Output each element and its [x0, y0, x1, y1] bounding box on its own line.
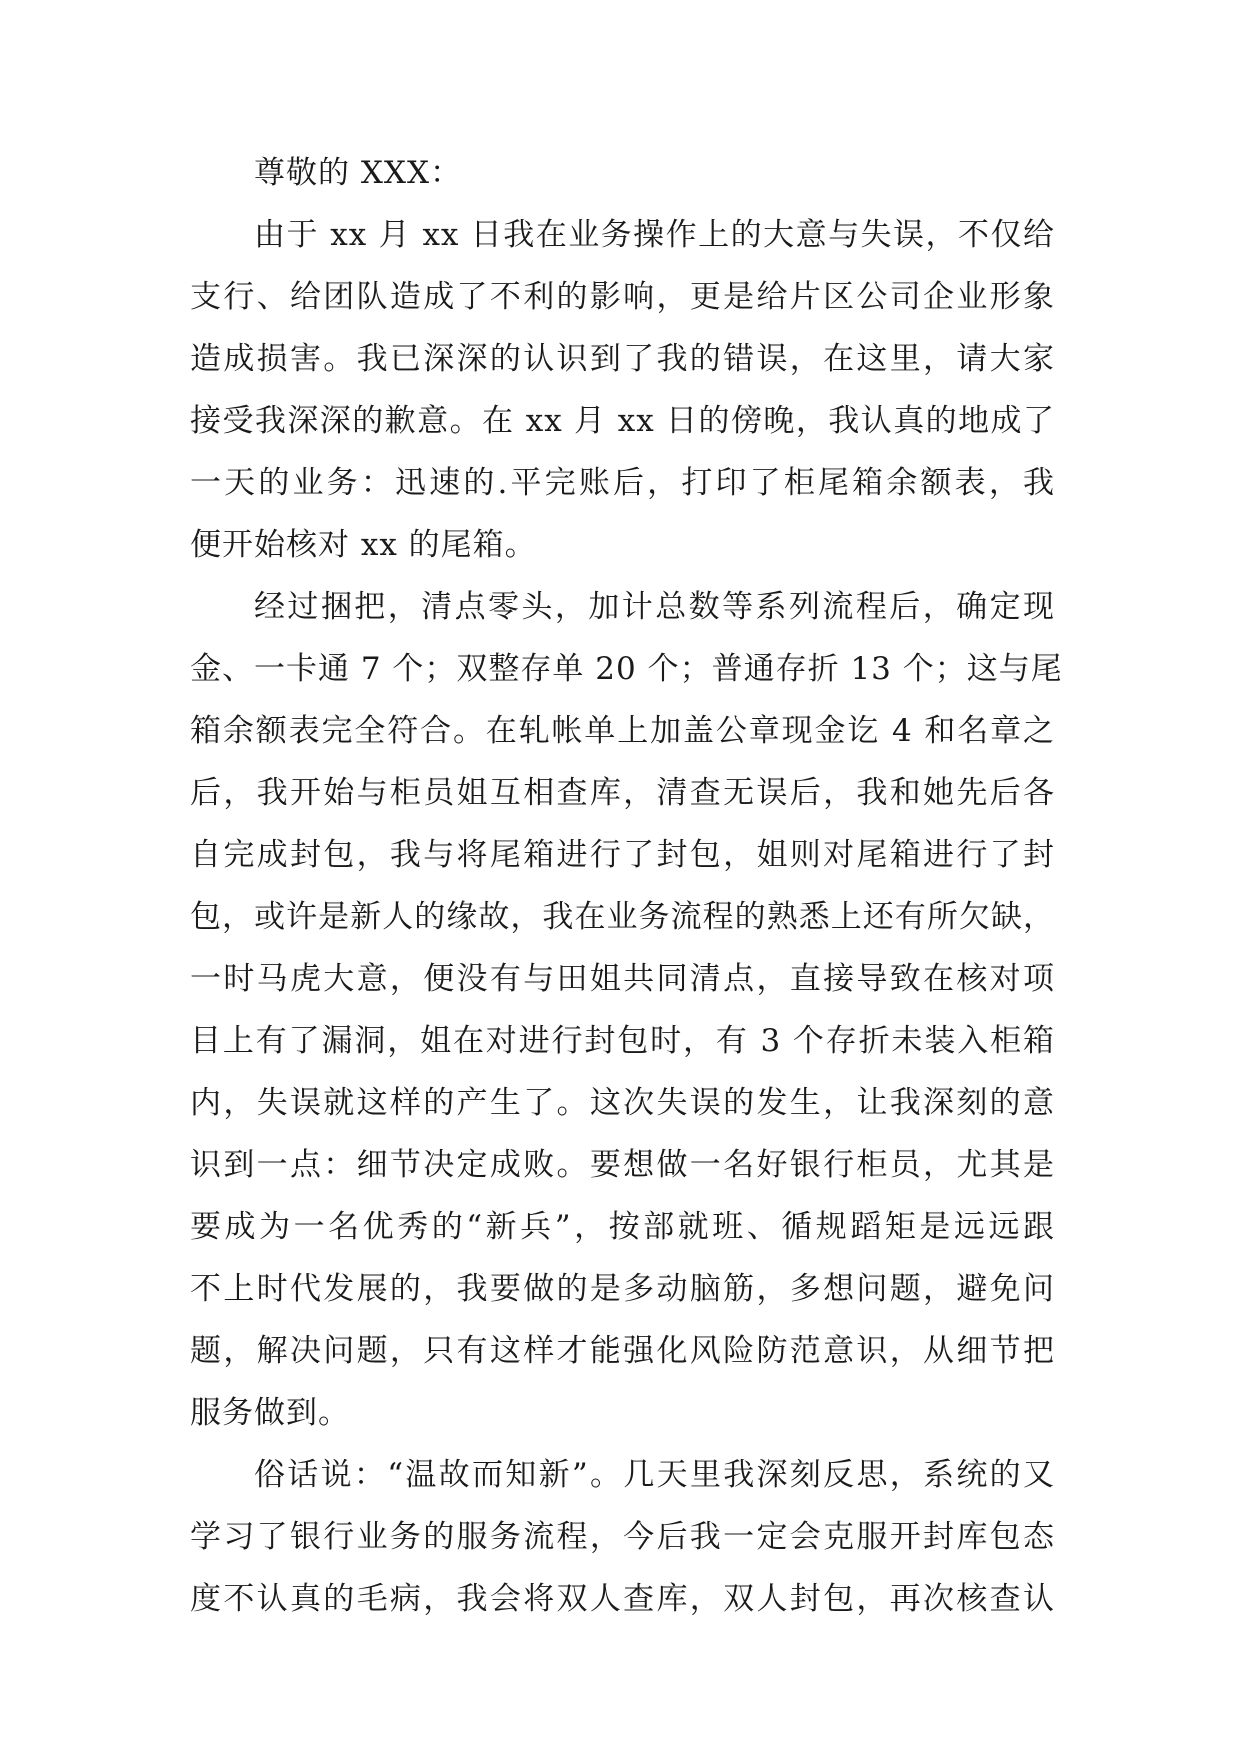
- paragraph-line: 题，解决问题，只有这样才能强化风险防范意识，从细节把: [190, 1333, 1055, 1369]
- paragraph-line: 造成损害。我已深深的认识到了我的错误，在这里，请大家: [190, 341, 1055, 377]
- paragraph-line: 箱余额表完全符合。在轧帐单上加盖公章现金讫 4 和名章之: [190, 713, 1055, 749]
- paragraph-line: 后，我开始与柜员姐互相查库，清查无误后，我和她先后各: [190, 775, 1055, 811]
- letter-body: [190, 142, 1063, 1630]
- paragraph-line: 不上时代发展的，我要做的是多动脑筋，多想问题，避免问: [190, 1271, 1055, 1307]
- paragraph-1: [190, 204, 1055, 576]
- paragraph-line: 接受我深深的歉意。在 xx 月 xx 日的傍晚，我认真的地成了: [190, 403, 1055, 439]
- paragraph-line: 目上有了漏洞，姐在对进行封包时，有 3 个存折未装入柜箱: [190, 1023, 1055, 1059]
- paragraph-line: 一天的业务：迅速的.平完账后，打印了柜尾箱余额表，我: [190, 465, 1055, 501]
- paragraph-line: 内，失误就这样的产生了。这次失误的发生，让我深刻的意: [190, 1085, 1055, 1121]
- paragraph-line: 度不认真的毛病，我会将双人查库，双人封包，再次核查认: [190, 1581, 1055, 1617]
- paragraph-line: 由于 xx 月 xx 日我在业务操作上的大意与失误，不仅给: [254, 217, 1055, 253]
- paragraph-3: [190, 1444, 1055, 1630]
- paragraph-line: 金、一卡通 7 个；双整存单 20 个；普通存折 13 个；这与尾: [190, 651, 1063, 687]
- salutation: 尊敬的 XXX：: [254, 155, 463, 191]
- paragraph-line: 经过捆把，清点零头，加计总数等系列流程后，确定现: [254, 589, 1055, 625]
- paragraph-line: 要成为一名优秀的“新兵”，按部就班、循规蹈矩是远远跟: [190, 1209, 1055, 1245]
- paragraph-line: 服务做到。: [190, 1395, 350, 1431]
- paragraph-line: 识到一点：细节决定成败。要想做一名好银行柜员，尤其是: [190, 1147, 1055, 1183]
- paragraph-line: 包，或许是新人的缘故，我在业务流程的熟悉上还有所欠缺，: [190, 899, 1055, 935]
- paragraph-line: 支行、给团队造成了不利的影响，更是给片区公司企业形象: [190, 279, 1055, 315]
- paragraph-line: 俗话说：“温故而知新”。几天里我深刻反思，系统的又: [254, 1457, 1055, 1493]
- paragraph-line: 一时马虎大意，便没有与田姐共同清点，直接导致在核对项: [190, 961, 1055, 997]
- paragraph-2: [190, 576, 1063, 1444]
- paragraph-line: 便开始核对 xx 的尾箱。: [190, 527, 537, 563]
- paragraph-line: 学习了银行业务的服务流程，今后我一定会克服开封库包态: [190, 1519, 1055, 1555]
- paragraph-line: 自完成封包，我与将尾箱进行了封包，姐则对尾箱进行了封: [190, 837, 1055, 873]
